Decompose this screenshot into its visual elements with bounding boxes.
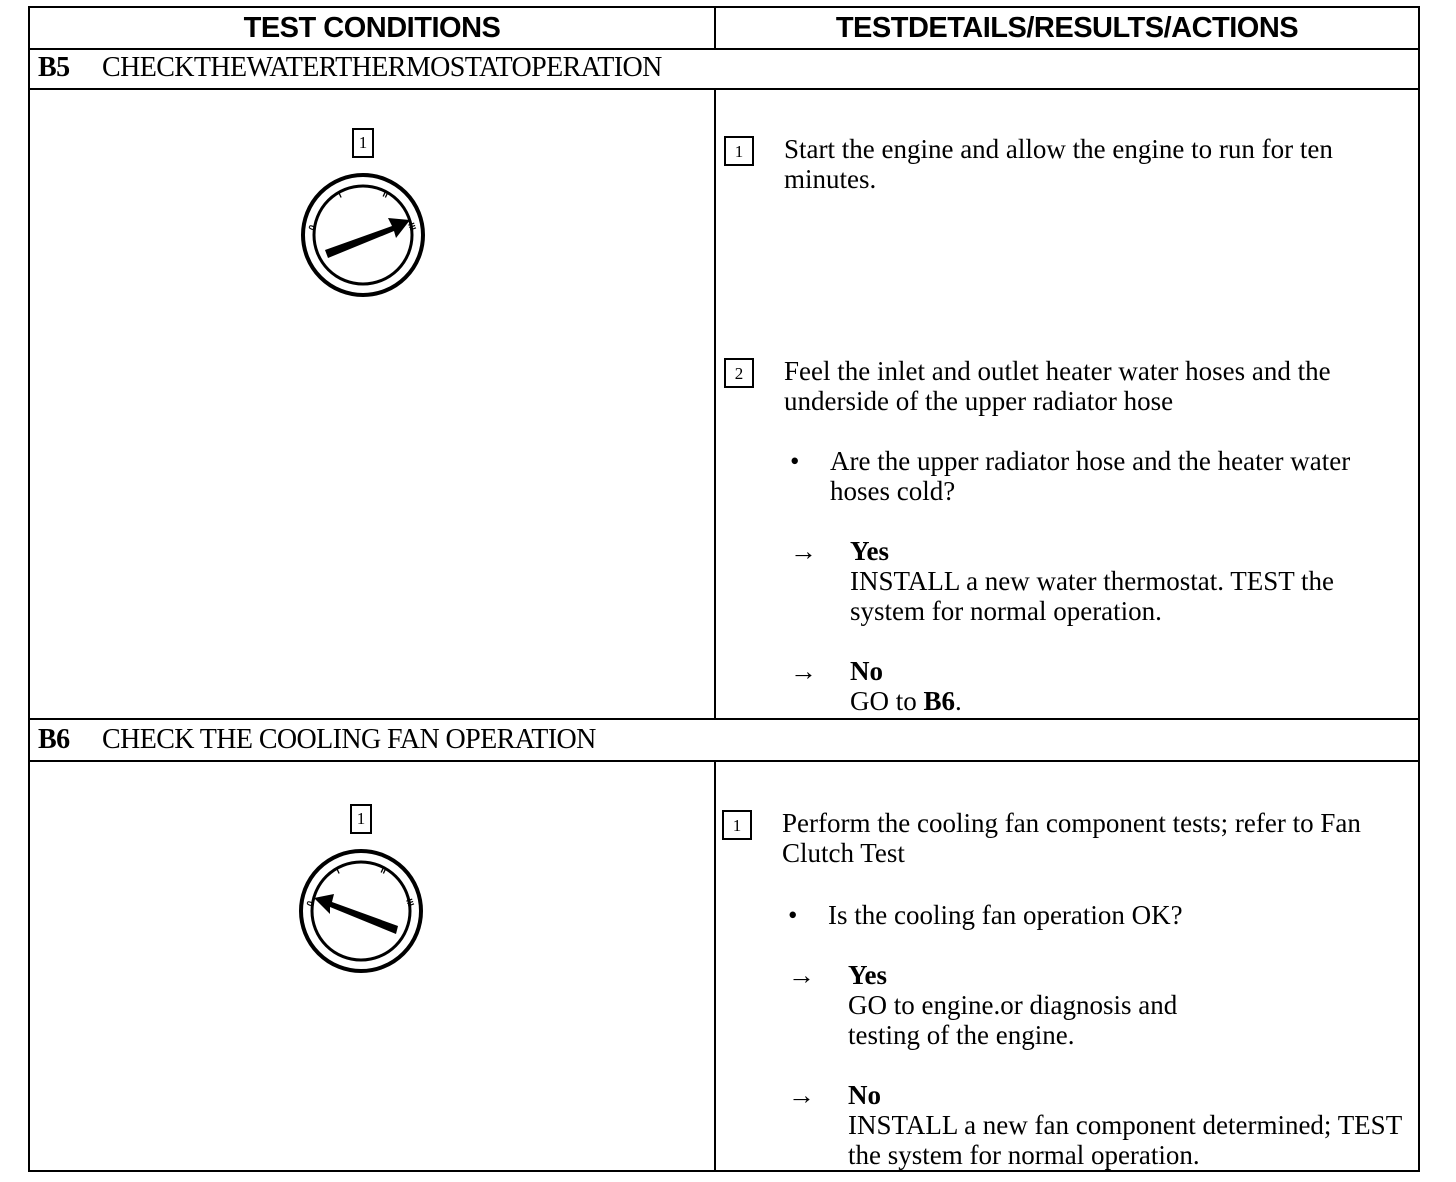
section-id: B6 xyxy=(38,724,70,755)
condition-step-box: 1 xyxy=(350,804,372,834)
svg-text:II: II xyxy=(381,188,390,200)
bullet-point: • xyxy=(790,446,800,476)
step-number-box: 1 xyxy=(722,810,752,840)
section-id: B5 xyxy=(38,52,70,83)
outcome-text: GO to engine.or diagnosis and testing of the engine. xyxy=(848,990,1178,1050)
header-test-details: TESTDETAILS/RESULTS/ACTIONS xyxy=(835,11,1299,44)
outcome-label: No xyxy=(848,1080,881,1110)
question-text: Is the cooling fan operation OK? xyxy=(828,900,1183,930)
svg-text:III: III xyxy=(406,221,419,232)
step-number-box: 2 xyxy=(724,358,754,388)
outcome-text-prefix: GO to xyxy=(850,686,924,716)
step-text: Perform the cooling fan component tests; refer to Fan Clutch Test xyxy=(782,808,1361,868)
column-divider xyxy=(714,88,716,718)
table-header xyxy=(28,6,1420,50)
arrow-right-icon: → xyxy=(790,656,817,686)
outcome-label: Yes xyxy=(848,960,887,990)
column-divider xyxy=(714,760,716,1170)
svg-text:I: I xyxy=(336,189,344,200)
arrow-right-icon: → xyxy=(788,1080,815,1110)
outcome-text-suffix: . xyxy=(955,686,962,716)
section-b5-body xyxy=(28,88,1420,720)
svg-text:0: 0 xyxy=(304,899,316,908)
arrow-right-icon: → xyxy=(788,960,815,990)
ignition-switch-off-icon xyxy=(298,848,424,974)
outcome-text: INSTALL a new water thermostat. TEST the system for normal operation. xyxy=(850,566,1334,626)
arrow-right-icon: → xyxy=(790,536,817,566)
section-b5-title xyxy=(28,48,1420,90)
step-number-box: 1 xyxy=(724,136,754,166)
section-b6-title xyxy=(28,720,1420,762)
svg-text:II: II xyxy=(379,864,388,876)
question-text: Are the upper radiator hose and the heater water hoses cold? xyxy=(830,446,1351,506)
section-link-b6: B6 xyxy=(923,686,956,716)
outcome-text xyxy=(850,686,1410,716)
step-text: Feel the inlet and outlet heater water hoses and the underside of the upper radiator hose xyxy=(784,356,1331,416)
outcome-label: Yes xyxy=(850,536,889,566)
svg-text:III: III xyxy=(404,897,417,908)
section-title: CHECKTHEWATERTHERMOSTATOPERATION xyxy=(102,52,662,83)
section-title: CHECK THE COOLING FAN OPERATION xyxy=(102,724,596,755)
header-test-conditions: TEST CONDITIONS xyxy=(30,8,716,48)
condition-step-box: 1 xyxy=(352,128,374,158)
ignition-switch-run-icon xyxy=(300,172,426,298)
outcome-text: INSTALL a new fan component determined; TEST the system for normal operation. xyxy=(848,1110,1402,1170)
svg-text:I: I xyxy=(334,865,342,876)
outcome-label: No xyxy=(850,656,883,686)
step-text: Start the engine and allow the engine to run for ten minutes. xyxy=(784,134,1333,194)
section-b6-body xyxy=(28,760,1420,1172)
svg-text:0: 0 xyxy=(306,223,318,232)
bullet-point: • xyxy=(788,900,798,930)
